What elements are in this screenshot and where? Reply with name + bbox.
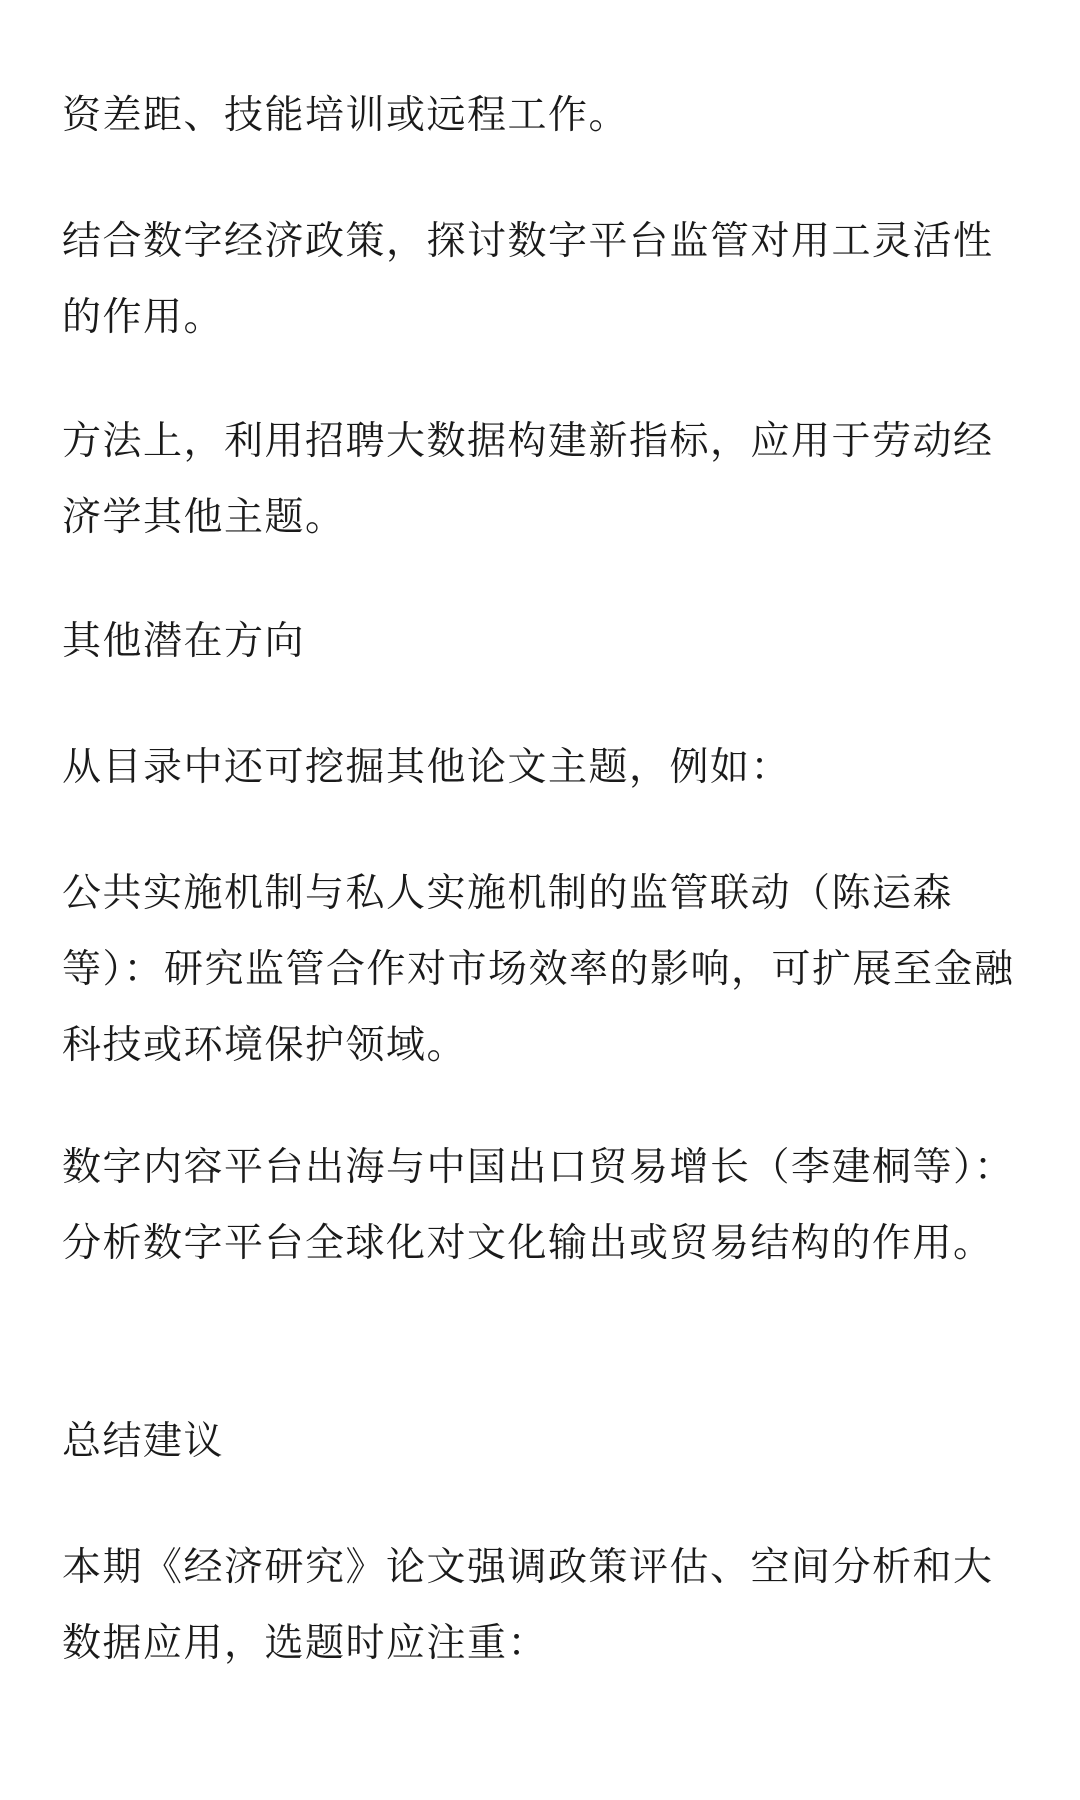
paragraph-digital-platform-export: 数字内容平台出海与中国出口贸易增长（李建桐等）：分析数字平台全球化对文化输出或贸易结构的作用。 (62, 1145, 1015, 1266)
section-heading-summary: 总结建议 (62, 1419, 225, 1464)
section-heading-other-directions: 其他潜在方向 (62, 619, 306, 664)
paragraph-summary-intro: 本期《经济研究》论文强调政策评估、空间分析和大数据应用，选题时应注重： (62, 1545, 994, 1666)
paragraph-skills-gap: 资差距、技能培训或远程工作。 (62, 93, 630, 138)
paragraph-digital-policy: 结合数字经济政策，探讨数字平台监管对用工灵活性的作用。 (62, 219, 994, 340)
paragraph-methodology: 方法上，利用招聘大数据构建新指标，应用于劳动经济学其他主题。 (62, 419, 994, 540)
paragraph-regulation-linkage: 公共实施机制与私人实施机制的监管联动（陈运森等）：研究监管合作对市场效率的影响，可扩展至金融科技或环境保护领域。 (62, 871, 1015, 1068)
paragraph-catalog-intro: 从目录中还可挖掘其他论文主题，例如： (62, 745, 792, 790)
